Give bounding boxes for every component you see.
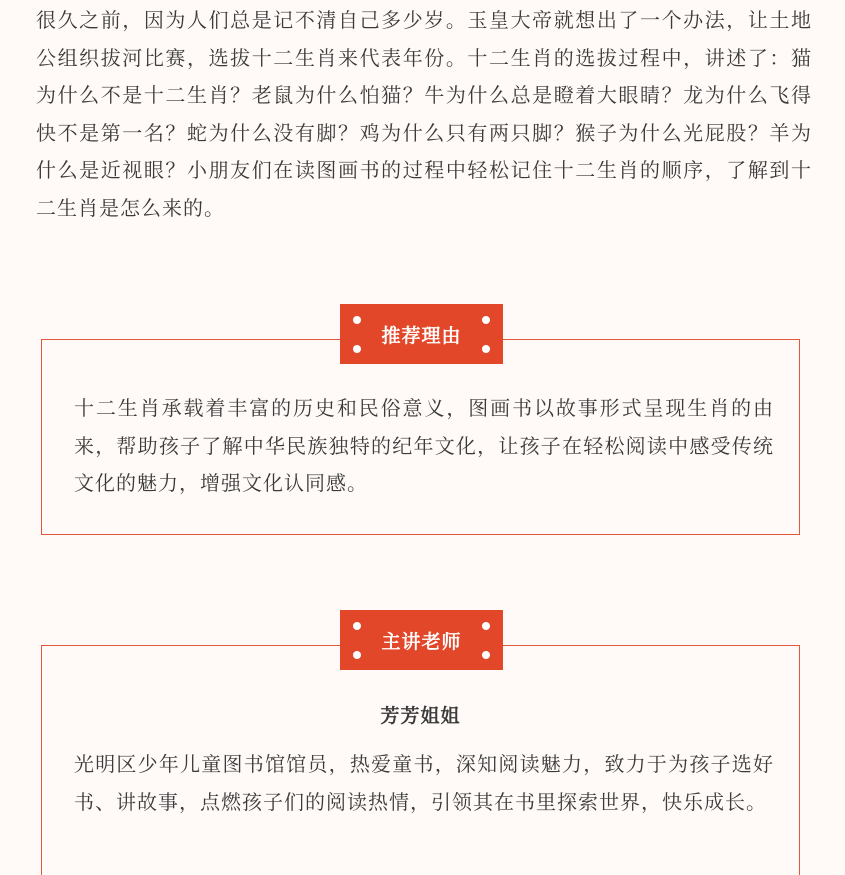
recommendation-section-tag xyxy=(340,304,503,364)
teacher-card xyxy=(41,645,800,875)
tag-dot-icon xyxy=(353,622,361,630)
teacher-name: 芳芳姐姐 xyxy=(380,705,461,727)
tag-dot-icon xyxy=(482,651,490,659)
tag-dot-icon xyxy=(482,316,490,324)
teacher-section-tag xyxy=(340,610,503,670)
recommendation-text: 十二生肖承载着丰富的历史和民俗意义，图画书以故事形式呈现生肖的由来，帮助孩子了解中华民族独特的纪年文化，让孩子在轻松阅读中感受传统文化的魅力，增强文化认同感。 xyxy=(74,396,774,495)
tag-dot-icon xyxy=(353,316,361,324)
recommendation-card xyxy=(41,339,800,535)
teacher-section-title: 主讲老师 xyxy=(381,630,462,653)
tag-dot-icon xyxy=(353,651,361,659)
teacher-bio: 光明区少年儿童图书馆馆员，热爱童书，深知阅读魅力，致力于为孩子选好书、讲故事，点燃孩子们的阅读热情，引领其在书里探索世界，快乐成长。 xyxy=(74,752,774,814)
tag-dot-icon xyxy=(482,622,490,630)
tag-dot-icon xyxy=(353,345,361,353)
intro-paragraph: 很久之前，因为人们总是记不清自己多少岁。玉皇大帝就想出了一个办法，让土地公组织拔河比赛，选拔十二生肖来代表年份。十二生肖的选拔过程中，讲述了：猫为什么不是十二生肖？老鼠为什么怕猫？牛为什么总是瞪着大眼睛？龙为什么飞得快不是第一名？蛇为什么没有脚？鸡为什么只有两只脚？猴子为什么光屁股？羊为什么是近视眼？小朋友们在读图画书的过程中轻松记住十二生肖的顺序，了解到十二生肖是怎么来的。 xyxy=(36,8,812,220)
tag-dot-icon xyxy=(482,345,490,353)
recommendation-title: 推荐理由 xyxy=(381,324,462,347)
